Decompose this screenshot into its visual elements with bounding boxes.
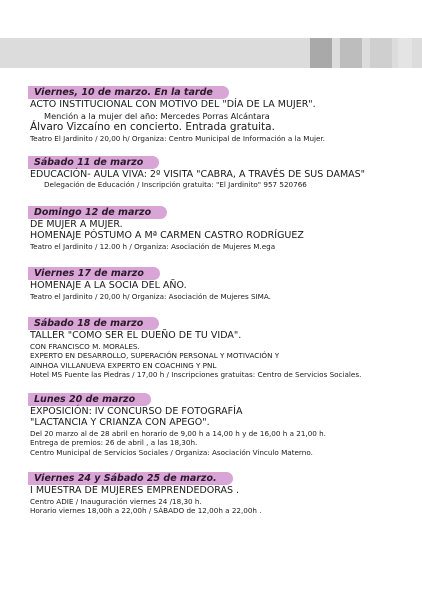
event-title: DE MUJER A MUJER. (30, 218, 123, 230)
event-venue: Centro Municipal de Servicios Sociales / Organiza: Asociación Vinculo Materno. (30, 447, 313, 457)
event-line: Centro ADIE / Inauguración viernes 24 /18,30 h. (30, 496, 202, 506)
header-square (370, 38, 392, 68)
event-title: I MUESTRA DE MUJERES EMPRENDEDORAS . (30, 485, 240, 496)
event-title: HOMENAJE A LA SOCIA DEL AÑO. (30, 280, 187, 291)
event-date: Domingo 12 de marzo (28, 206, 167, 219)
header-square (340, 38, 362, 68)
event-line: AINHOA VILLANUEVA EXPERTO EN COACHING Y PNL (30, 360, 217, 370)
event-venue: Teatro el Jardinito / 20,00 h/ Organiza: Asociación de Mujeres SIMA. (30, 291, 271, 301)
event-item (30, 387, 422, 458)
event-date: Viernes, 10 de marzo. En la tarde (28, 86, 229, 99)
event-line: Entrega de premios: 26 de abril , a las 18,30h. (30, 438, 198, 447)
event-date: Viernes 17 de marzo (28, 267, 160, 280)
header-square (310, 38, 332, 68)
event-list (0, 80, 422, 516)
event-line: Mención a la mujer del año: Mercedes Porras Alcántara (44, 110, 270, 121)
event-venue: Teatro El Jardinito / 20,00 h/ Organiza: Centro Municipal de Información a la Mujer. (30, 134, 326, 143)
event-line: Álvaro Vizcaíno en concierto. Entrada gratuita. (30, 121, 275, 133)
event-item (30, 311, 422, 380)
event-title: ACTO INSTITUCIONAL CON MOTIVO DEL "DÍA DE LA MUJER". (30, 99, 316, 110)
event-venue: Hotel MS Fuente las Piedras / 17,00 h / Inscripciones gratuitas: Centro de Servicios Sociales. (30, 370, 362, 379)
event-item (30, 466, 422, 516)
event-line: CON FRANCISCO M. MORALES. (30, 341, 140, 351)
event-title: EXPOSICIÓN: IV CONCURSO DE FOTOGRAFÍA (30, 405, 243, 417)
header-square (398, 38, 412, 68)
event-line: EXPERTO EN DESARROLLO, SUPERACIÓN PERSONAL Y MOTIVACIÓN Y (30, 351, 280, 360)
event-venue: Horario viernes 18,00h a 22,00h / SÁBADO de 12,00h a 22,00h . (30, 506, 262, 515)
event-item (30, 200, 422, 252)
event-item (30, 261, 422, 301)
event-date: Viernes 24 y Sábado 25 de marzo. (28, 472, 233, 485)
event-line: "LACTANCIA Y CRIANZA CON APEGO". (30, 417, 210, 428)
event-item (30, 150, 422, 190)
event-date: Sábado 18 de marzo (28, 317, 159, 330)
event-date: Sábado 11 de marzo (28, 156, 159, 169)
event-title: TALLER "COMO SER EL DUEÑO DE TU VIDA". (30, 330, 242, 341)
event-venue: Teatro el Jardinito / 12.00 h / Organiza: Asociación de Mujeres M.ega (30, 241, 276, 251)
event-title: EDUCACIÓN- AULA VIVA: 2º VISITA "CABRA, A TRAVÉS DE SUS DAMAS" (30, 168, 366, 180)
event-venue: Delegación de Educación / Inscripción gratuita: "El Jardinito" 957 520766 (44, 180, 307, 189)
event-item (30, 80, 422, 144)
event-line: Del 20 marzo al de 28 abril en horario de 9,00 h a 14,00 h y de 16,00 h a 21,00 h. (30, 428, 326, 438)
event-date: Lunes 20 de marzo (28, 393, 151, 406)
event-line: HOMENAJE PÓSTUMO A Mª CARMEN CASTRO RODRÍGUEZ (30, 230, 304, 241)
